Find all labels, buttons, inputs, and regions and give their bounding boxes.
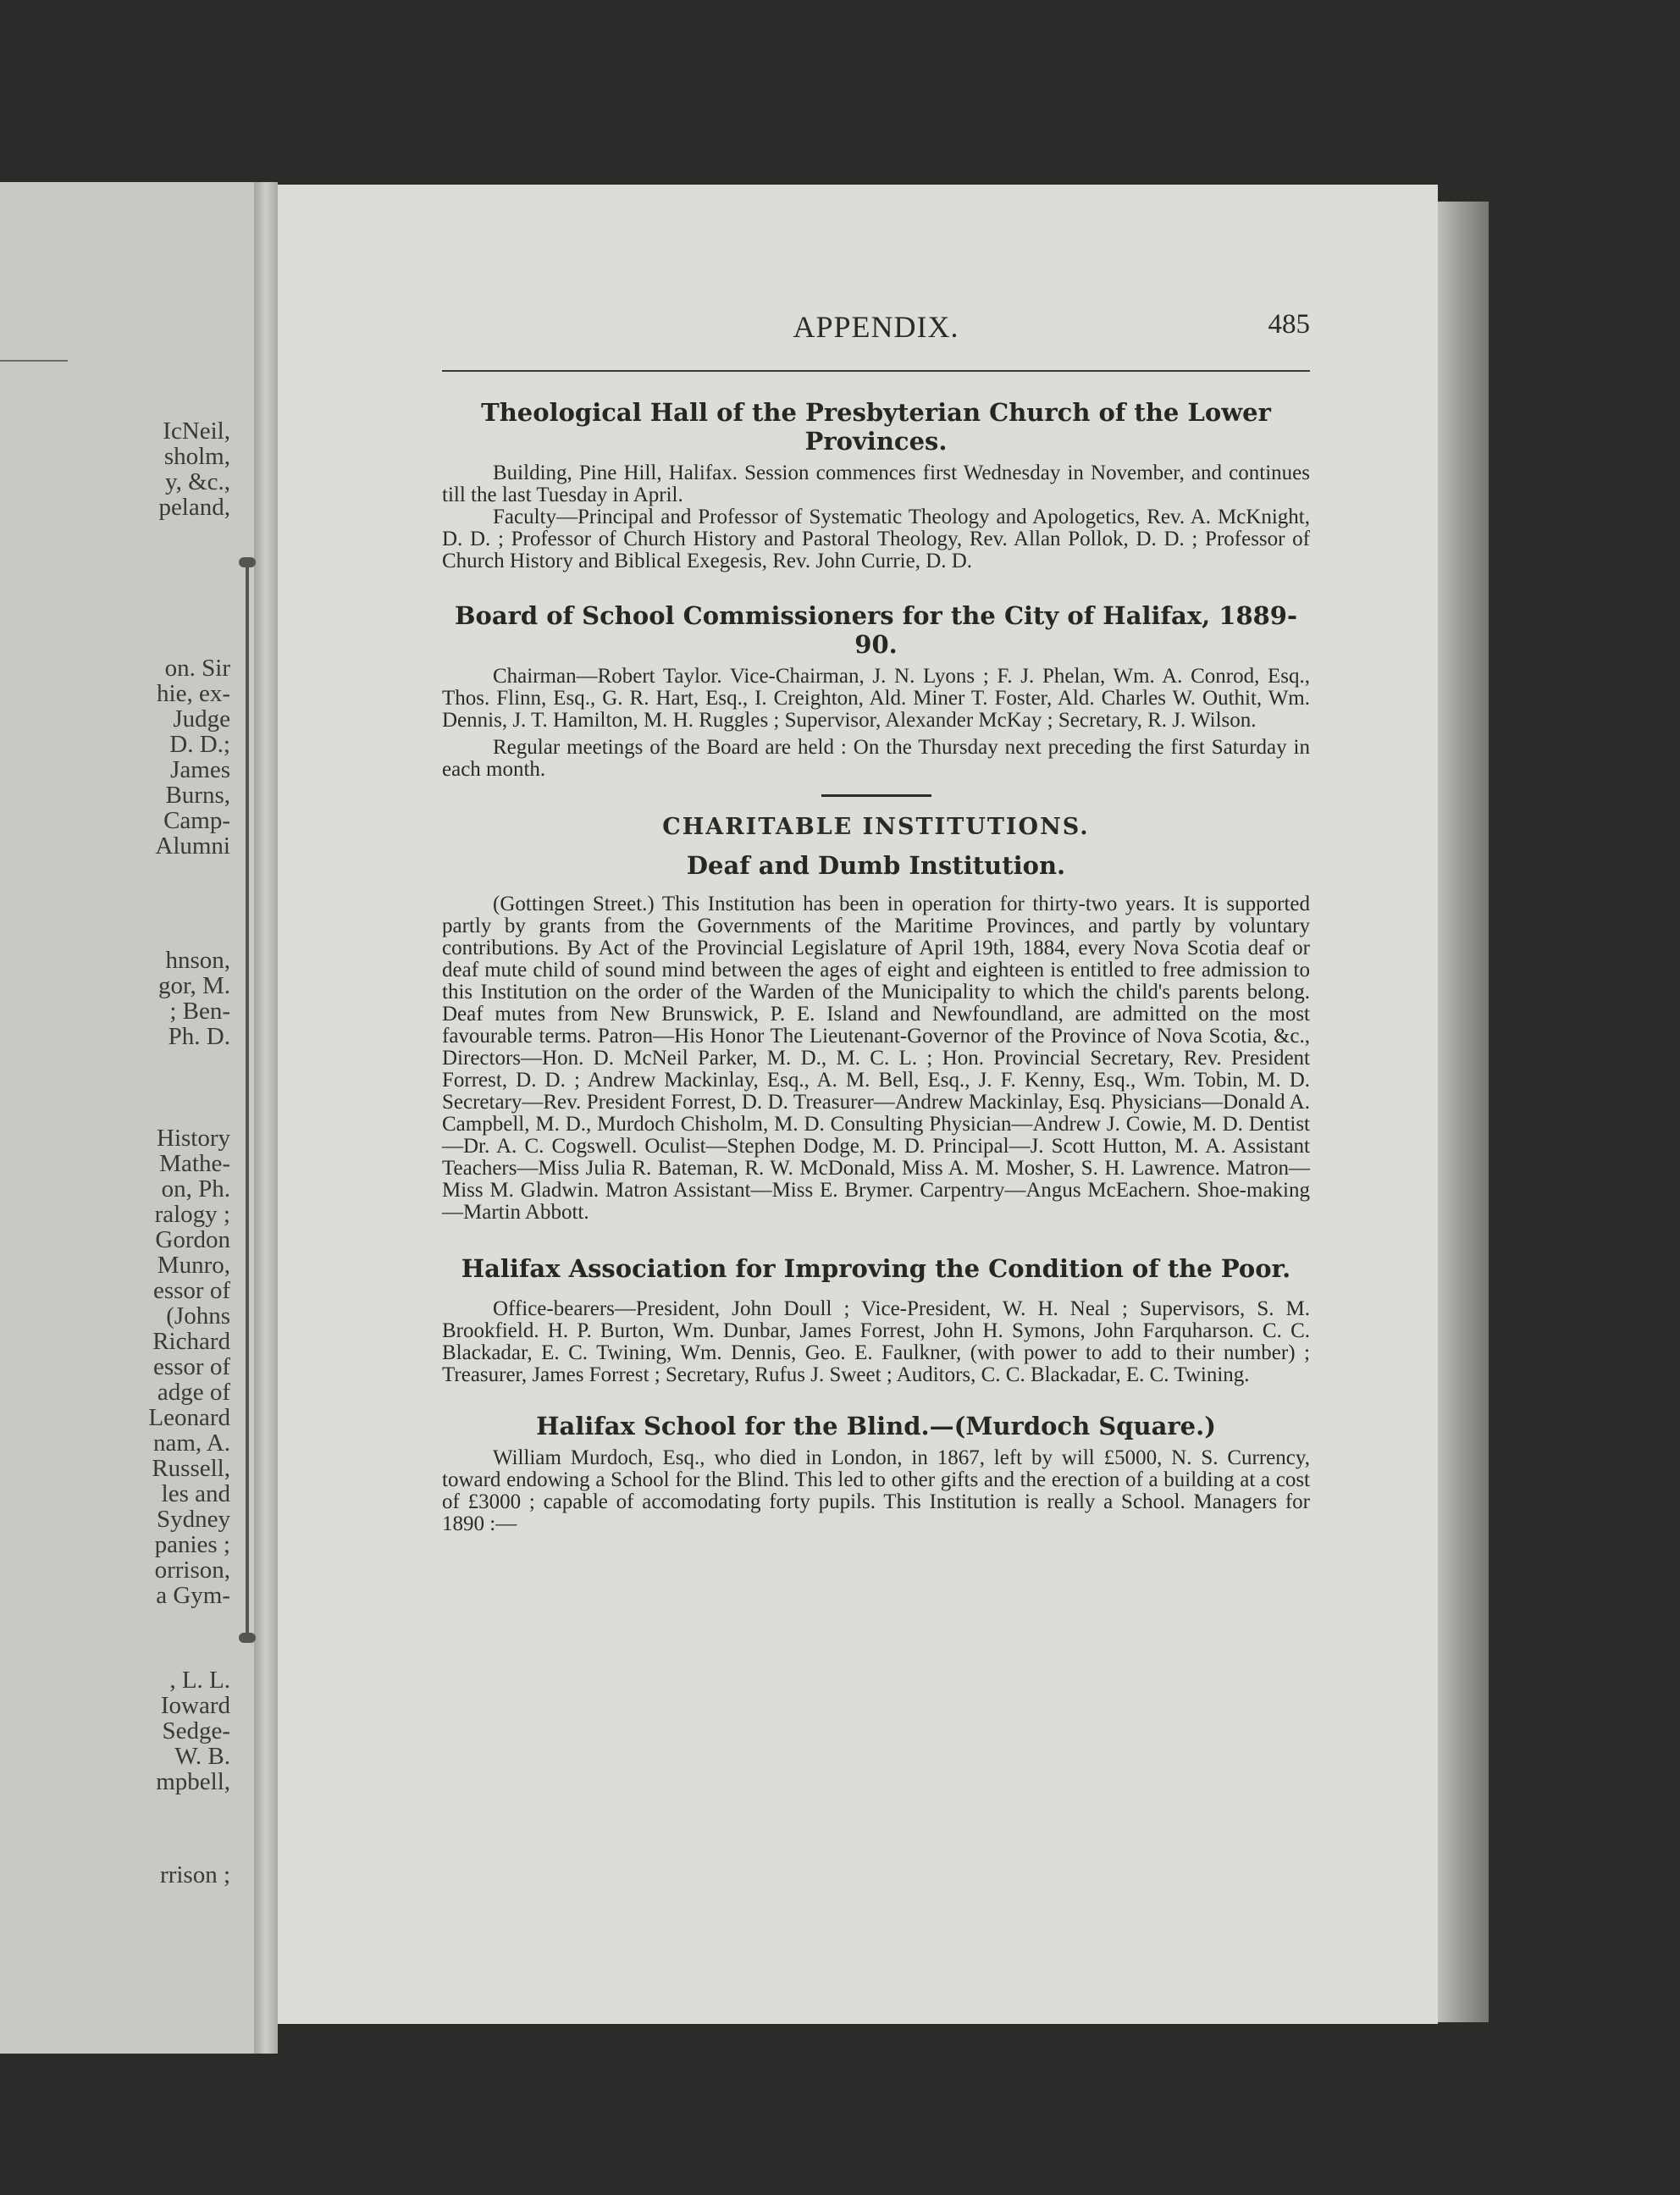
previous-page-line: sholm, bbox=[163, 443, 230, 470]
page-body bbox=[442, 398, 1310, 1535]
previous-page bbox=[0, 182, 254, 2054]
binding-knot bbox=[239, 557, 256, 567]
previous-page-line: Judge bbox=[173, 705, 230, 733]
paragraph: Building, Pine Hill, Halifax. Session commences first Wednesday in November, and continues till the last Tuesday in April. bbox=[442, 462, 1310, 506]
previous-page-line: Ioward bbox=[160, 1692, 230, 1719]
previous-page-line: rrison ; bbox=[160, 1861, 230, 1888]
previous-page-line: Camp- bbox=[163, 807, 230, 834]
running-title: APPENDIX. bbox=[793, 310, 959, 344]
previous-page-line: Sydney bbox=[157, 1506, 230, 1533]
section-heading-school-board: Board of School Commissioners for the City of Halifax, 1889-90. bbox=[454, 601, 1298, 659]
previous-page-line: (Johns bbox=[166, 1302, 230, 1330]
paragraph: William Murdoch, Esq., who died in London, in 1867, left by will £5000, N. S. Currency, toward endowing a School for the Blind. This led to other gifts and the erection of a building at a cost of £3000 ; capable of accomodating forty pupils. This Institution is really a School. Managers for 1890 :— bbox=[442, 1446, 1310, 1535]
paragraph: Faculty—Principal and Professor of Systematic Theology and Apologetics, Rev. A. McKnight, D. D. ; Professor of Church History and Pastoral Theology, Rev. Allan Pollok, D. D. ; Professor of Church History and Biblical Exegesis, Rev. John Currie, D. D. bbox=[442, 506, 1310, 572]
previous-page-line: Richard bbox=[152, 1328, 230, 1355]
previous-page-line: hnson, bbox=[165, 947, 230, 974]
previous-page-line: a Gym- bbox=[156, 1582, 230, 1609]
binding-thread bbox=[246, 563, 249, 1639]
previous-page-line: gor, M. bbox=[158, 972, 230, 999]
previous-page-line: ralogy ; bbox=[154, 1201, 230, 1228]
paragraph: (Gottingen Street.) This Institution has been in operation for thirty-two years. It is supported partly by grants from the Governments of the Maritime Provinces, and partly by voluntary contributions. By Act of the Provincial Legislature of April 19th, 1884, every Nova Scotia deaf or deaf mute child of sound mind between the ages of eight and eighteen is entitled to free admission to this Institution on the order of the Warden of the Municipality to which the child's parents belong. Deaf mutes from New Brunswick, P. E. Island and Newfoundland, are admitted on the most favourable terms. Patron—His Honor The Lieutenant-Governor of the Province of Nova Scotia, &c., Directors—Hon. D. McNeil Parker, M. D., M. C. L. ; Hon. Provincial Secretary, Rev. President Forrest, D. D. ; Andrew Mackinlay, Esq., A. M. Bell, Esq., J. F. Kenny, Esq., Wm. Tobin, M. D. Secretary—Rev. President Forrest, D. D. Treasurer—Andrew Mackinlay, Esq. Physicians—Donald A. Campbell, M. D., Murdoch Chisholm, M. D. Consulting Physician—Andrew J. Cowie, M. D. Dentist—Dr. A. C. Cogswell. Oculist—Stephen Dodge, M. D. Principal—J. Scott Hutton, M. A. Assistant Teachers—Miss Julia R. Bateman, R. W. McDonald, Miss A. M. Mosher, S. H. Lawrence. Matron—Miss M. Gladwin. Matron Assistant—Miss E. Brymer. Carpentry—Angus McEachern. Shoe-making—Martin Abbott. bbox=[442, 893, 1310, 1224]
paragraph: Regular meetings of the Board are held : On the Thursday next preceding the first Saturday in each month. bbox=[442, 736, 1310, 781]
previous-page-line: hie, ex- bbox=[157, 680, 230, 707]
previous-page-line: Leonard bbox=[148, 1404, 230, 1431]
previous-page-line: , L. L. bbox=[169, 1667, 230, 1694]
previous-page-line: on, Ph. bbox=[161, 1175, 230, 1203]
previous-page-line: essor of bbox=[152, 1277, 230, 1304]
previous-page-line: Munro, bbox=[157, 1252, 230, 1279]
previous-page-line: orrison, bbox=[154, 1556, 230, 1584]
previous-page-line: les and bbox=[161, 1480, 230, 1507]
previous-page-line: Mathe- bbox=[159, 1150, 230, 1177]
previous-page-line: mpbell, bbox=[156, 1768, 230, 1795]
section-divider bbox=[821, 794, 931, 797]
previous-page-line: IcNeil, bbox=[163, 417, 230, 445]
previous-page-line: essor of bbox=[152, 1353, 230, 1380]
previous-page-line: Gordon bbox=[155, 1226, 230, 1253]
section-heading-improving-poor: Halifax Association for Improving the Condition of the Poor. bbox=[461, 1254, 1291, 1283]
header-rule bbox=[442, 370, 1310, 372]
previous-page-line: Burns, bbox=[165, 782, 230, 809]
previous-page-line: D. D.; bbox=[169, 731, 230, 758]
page-edge bbox=[1438, 202, 1489, 2022]
previous-page-line: Sedge- bbox=[162, 1717, 230, 1744]
previous-page-line: adge of bbox=[157, 1379, 230, 1406]
previous-page-line: y, &c., bbox=[164, 468, 230, 495]
previous-page-line: History bbox=[157, 1125, 230, 1152]
major-heading-charitable: CHARITABLE INSTITUTIONS. bbox=[662, 814, 1090, 840]
previous-page-line: peland, bbox=[158, 494, 230, 521]
section-heading-school-blind: Halifax School for the Blind.—(Murdoch Square.) bbox=[536, 1412, 1216, 1440]
paragraph: Chairman—Robert Taylor. Vice-Chairman, J. N. Lyons ; F. J. Phelan, Wm. A. Conrod, Esq., Thos. Flinn, Esq., G. R. Hart, Esq., I. Creighton, Ald. Miner T. Foster, Ald. Charles W. Outhit, Wm. Dennis, J. T. Hamilton, M. H. Ruggles ; Supervisor, Alexander McKay ; Secretary, R. J. Wilson. bbox=[442, 665, 1310, 732]
paragraph: Office-bearers—President, John Doull ; Vice-President, W. H. Neal ; Supervisors, S. M. Brookfield. H. P. Burton, Wm. Dunbar, James Forrest, John H. Symons, John Farquharson. C. C. Blackadar, E. C. Twining, Wm. Dennis, Geo. E. Faulkner, (with power to add to their number) ; Treasurer, James Forrest ; Secretary, Rufus J. Sweet ; Auditors, C. C. Blackadar, E. C. Twining. bbox=[442, 1297, 1310, 1386]
previous-page-rule bbox=[0, 360, 68, 362]
running-head bbox=[442, 309, 1310, 353]
previous-page-line: Alumni bbox=[155, 832, 230, 860]
book-gutter bbox=[254, 182, 278, 2054]
page-number: 485 bbox=[1268, 309, 1310, 340]
section-heading-deaf-dumb: Deaf and Dumb Institution. bbox=[686, 851, 1066, 880]
previous-page-line: Ph. D. bbox=[168, 1023, 230, 1050]
previous-page-line: panies ; bbox=[154, 1531, 230, 1558]
section-heading-theological-hall: Theological Hall of the Presbyterian Church of the Lower Provinces. bbox=[481, 398, 1271, 456]
previous-page-line: W. B. bbox=[174, 1743, 230, 1770]
previous-page-line: nam, A. bbox=[152, 1429, 230, 1457]
previous-page-line: on. Sir bbox=[164, 655, 230, 682]
previous-page-line: ; Ben- bbox=[169, 998, 230, 1025]
binding-knot bbox=[239, 1633, 256, 1643]
previous-page-line: Russell, bbox=[152, 1455, 230, 1482]
previous-page-line: James bbox=[170, 756, 230, 783]
